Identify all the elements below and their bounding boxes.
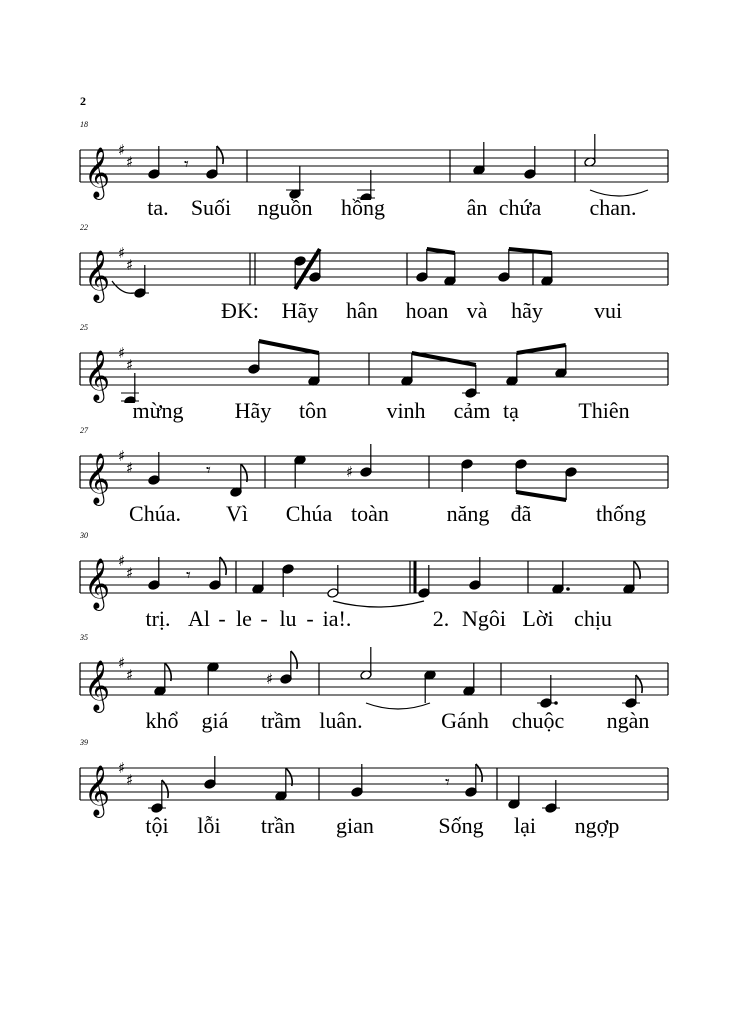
lyric-syllable: tôn: [298, 398, 328, 423]
sharp-icon: ♯: [118, 141, 126, 159]
staff-svg: [0, 633, 730, 713]
lyric-syllable: chan.: [589, 195, 637, 220]
sharp-icon: ♯: [346, 463, 354, 481]
staff-system: [0, 738, 730, 848]
staff-system: [0, 633, 730, 743]
sharp-icon: ♯: [118, 654, 126, 672]
lyric-syllable: khổ: [145, 708, 179, 733]
tie: [112, 281, 134, 293]
lyric-syllable: hồng: [341, 195, 385, 220]
lyric-syllable: Lời: [522, 606, 554, 631]
lyric-syllable: Chúa: [285, 501, 333, 526]
lyric-syllable: và: [466, 298, 488, 323]
lyric-syllable: ta.: [147, 195, 169, 220]
lyric-syllable: le: [236, 606, 252, 631]
lyric-syllable: thống: [595, 501, 647, 526]
staff-svg: [0, 531, 730, 611]
sharp-icon: ♯: [126, 666, 134, 684]
eighth-rest-icon: 𝄾: [445, 772, 450, 793]
note-beam: [427, 249, 455, 253]
note-flag: [220, 557, 226, 575]
lyric-syllable: ân: [466, 195, 488, 220]
lyric-syllable: Thiên: [578, 398, 630, 423]
measure-number: 35: [80, 633, 88, 642]
lyric-syllable: trị.: [145, 606, 171, 631]
note-beam: [517, 345, 566, 353]
augmentation-dot: [566, 587, 570, 591]
note-flag: [241, 464, 247, 482]
lyric-syllable: lu: [279, 606, 297, 631]
sharp-icon: ♯: [118, 344, 126, 362]
staff-system: [0, 120, 730, 230]
note-flag: [476, 764, 482, 782]
note-flag: [165, 663, 171, 681]
note-flag: [636, 675, 642, 693]
lyric-syllable: luân.: [319, 708, 363, 733]
treble-clef-icon: 𝄞: [84, 660, 111, 711]
lyric-syllable: chịu: [574, 606, 612, 631]
lyric-syllable: Ngôi: [462, 606, 506, 631]
augmentation-dot: [554, 701, 558, 705]
lyric-syllable: -: [306, 606, 314, 631]
lyric-syllable: -: [260, 606, 268, 631]
lyric-syllable: Chúa.: [129, 501, 181, 526]
measure-number: 39: [80, 738, 88, 747]
lyric-syllable: hãy: [511, 298, 543, 323]
note-flag: [217, 146, 223, 164]
staff-svg: [0, 223, 730, 303]
note-flag: [634, 561, 640, 579]
sharp-icon: ♯: [118, 447, 126, 465]
lyric-syllable: lỗi: [197, 813, 221, 838]
lyric-syllable: Hãy: [234, 398, 272, 423]
lyric-syllable: cảm: [453, 398, 491, 423]
lyric-syllable: -: [218, 606, 226, 631]
measure-number: 18: [80, 120, 88, 129]
treble-clef-icon: 𝄞: [84, 350, 111, 401]
lyric-syllable: trần: [260, 813, 296, 838]
staff-svg: [0, 738, 730, 818]
note-flag: [286, 768, 292, 786]
sharp-icon: ♯: [126, 564, 134, 582]
lyric-syllable: Sống: [438, 813, 484, 838]
measure-number: 25: [80, 323, 88, 332]
lyric-syllable: vui: [593, 298, 623, 323]
sharp-icon: ♯: [126, 771, 134, 789]
lyric-syllable: chuộc: [511, 708, 565, 733]
lyric-syllable: gian: [336, 813, 374, 838]
lyric-syllable: trầm: [260, 708, 302, 733]
lyric-syllable: hoan: [405, 298, 449, 323]
lyric-syllable: lại: [514, 813, 536, 838]
note-beam: [259, 341, 319, 353]
lyric-syllable: Suối: [190, 195, 232, 220]
staff-system: [0, 223, 730, 333]
lyric-syllable: ngợp: [574, 813, 620, 838]
lyric-syllable: chứa: [498, 195, 542, 220]
staff-svg: [0, 426, 730, 506]
page-number: 2: [80, 94, 86, 108]
sharp-icon: ♯: [118, 759, 126, 777]
lyric-syllable: nguồn: [257, 195, 313, 220]
treble-clef-icon: 𝄞: [84, 147, 111, 198]
sharp-icon: ♯: [126, 356, 134, 374]
note-beam: [412, 353, 476, 365]
staff-svg: [0, 323, 730, 403]
sharp-icon: ♯: [126, 459, 134, 477]
lyric-syllable: ĐK:: [221, 298, 259, 323]
staff-system: [0, 531, 730, 641]
lyric-syllable: giá: [201, 708, 229, 733]
lyric-syllable: mừng: [132, 398, 184, 423]
treble-clef-icon: 𝄞: [84, 765, 111, 816]
eighth-rest-icon: 𝄾: [186, 565, 191, 586]
lyric-syllable: ia!.: [322, 606, 352, 631]
lyric-syllable: Gánh: [441, 708, 489, 733]
sharp-icon: ♯: [118, 552, 126, 570]
note-flag: [162, 780, 168, 798]
lyric-syllable: 2.: [432, 606, 450, 631]
sharp-icon: ♯: [118, 244, 126, 262]
lyric-syllable: đã: [510, 501, 532, 526]
note-beam: [509, 249, 552, 253]
note-flag: [291, 651, 297, 669]
sharp-icon: ♯: [126, 153, 134, 171]
measure-number: 22: [80, 223, 88, 232]
lyric-syllable: Al: [188, 606, 210, 631]
eighth-rest-icon: 𝄾: [184, 154, 189, 175]
lyric-syllable: toàn: [351, 501, 389, 526]
note-beam: [516, 492, 566, 500]
lyric-syllable: năng: [446, 501, 490, 526]
lyric-syllable: tạ: [503, 398, 519, 423]
lyric-syllable: hân: [346, 298, 378, 323]
staff-svg: [0, 120, 730, 200]
sharp-icon: ♯: [126, 256, 134, 274]
treble-clef-icon: 𝄞: [84, 558, 111, 609]
sharp-icon: ♯: [266, 670, 274, 688]
lyric-syllable: tội: [145, 813, 169, 838]
treble-clef-icon: 𝄞: [84, 250, 111, 301]
treble-clef-icon: 𝄞: [84, 453, 111, 504]
lyric-syllable: ngàn: [606, 708, 650, 733]
measure-number: 27: [80, 426, 88, 435]
lyric-syllable: Hãy: [281, 298, 319, 323]
tie: [366, 703, 430, 709]
lyric-syllable: vinh: [386, 398, 426, 423]
staff-system: [0, 426, 730, 536]
staff-system: [0, 323, 730, 433]
measure-number: 30: [80, 531, 88, 540]
eighth-rest-icon: 𝄾: [206, 460, 211, 481]
lyric-syllable: Vì: [226, 501, 248, 526]
